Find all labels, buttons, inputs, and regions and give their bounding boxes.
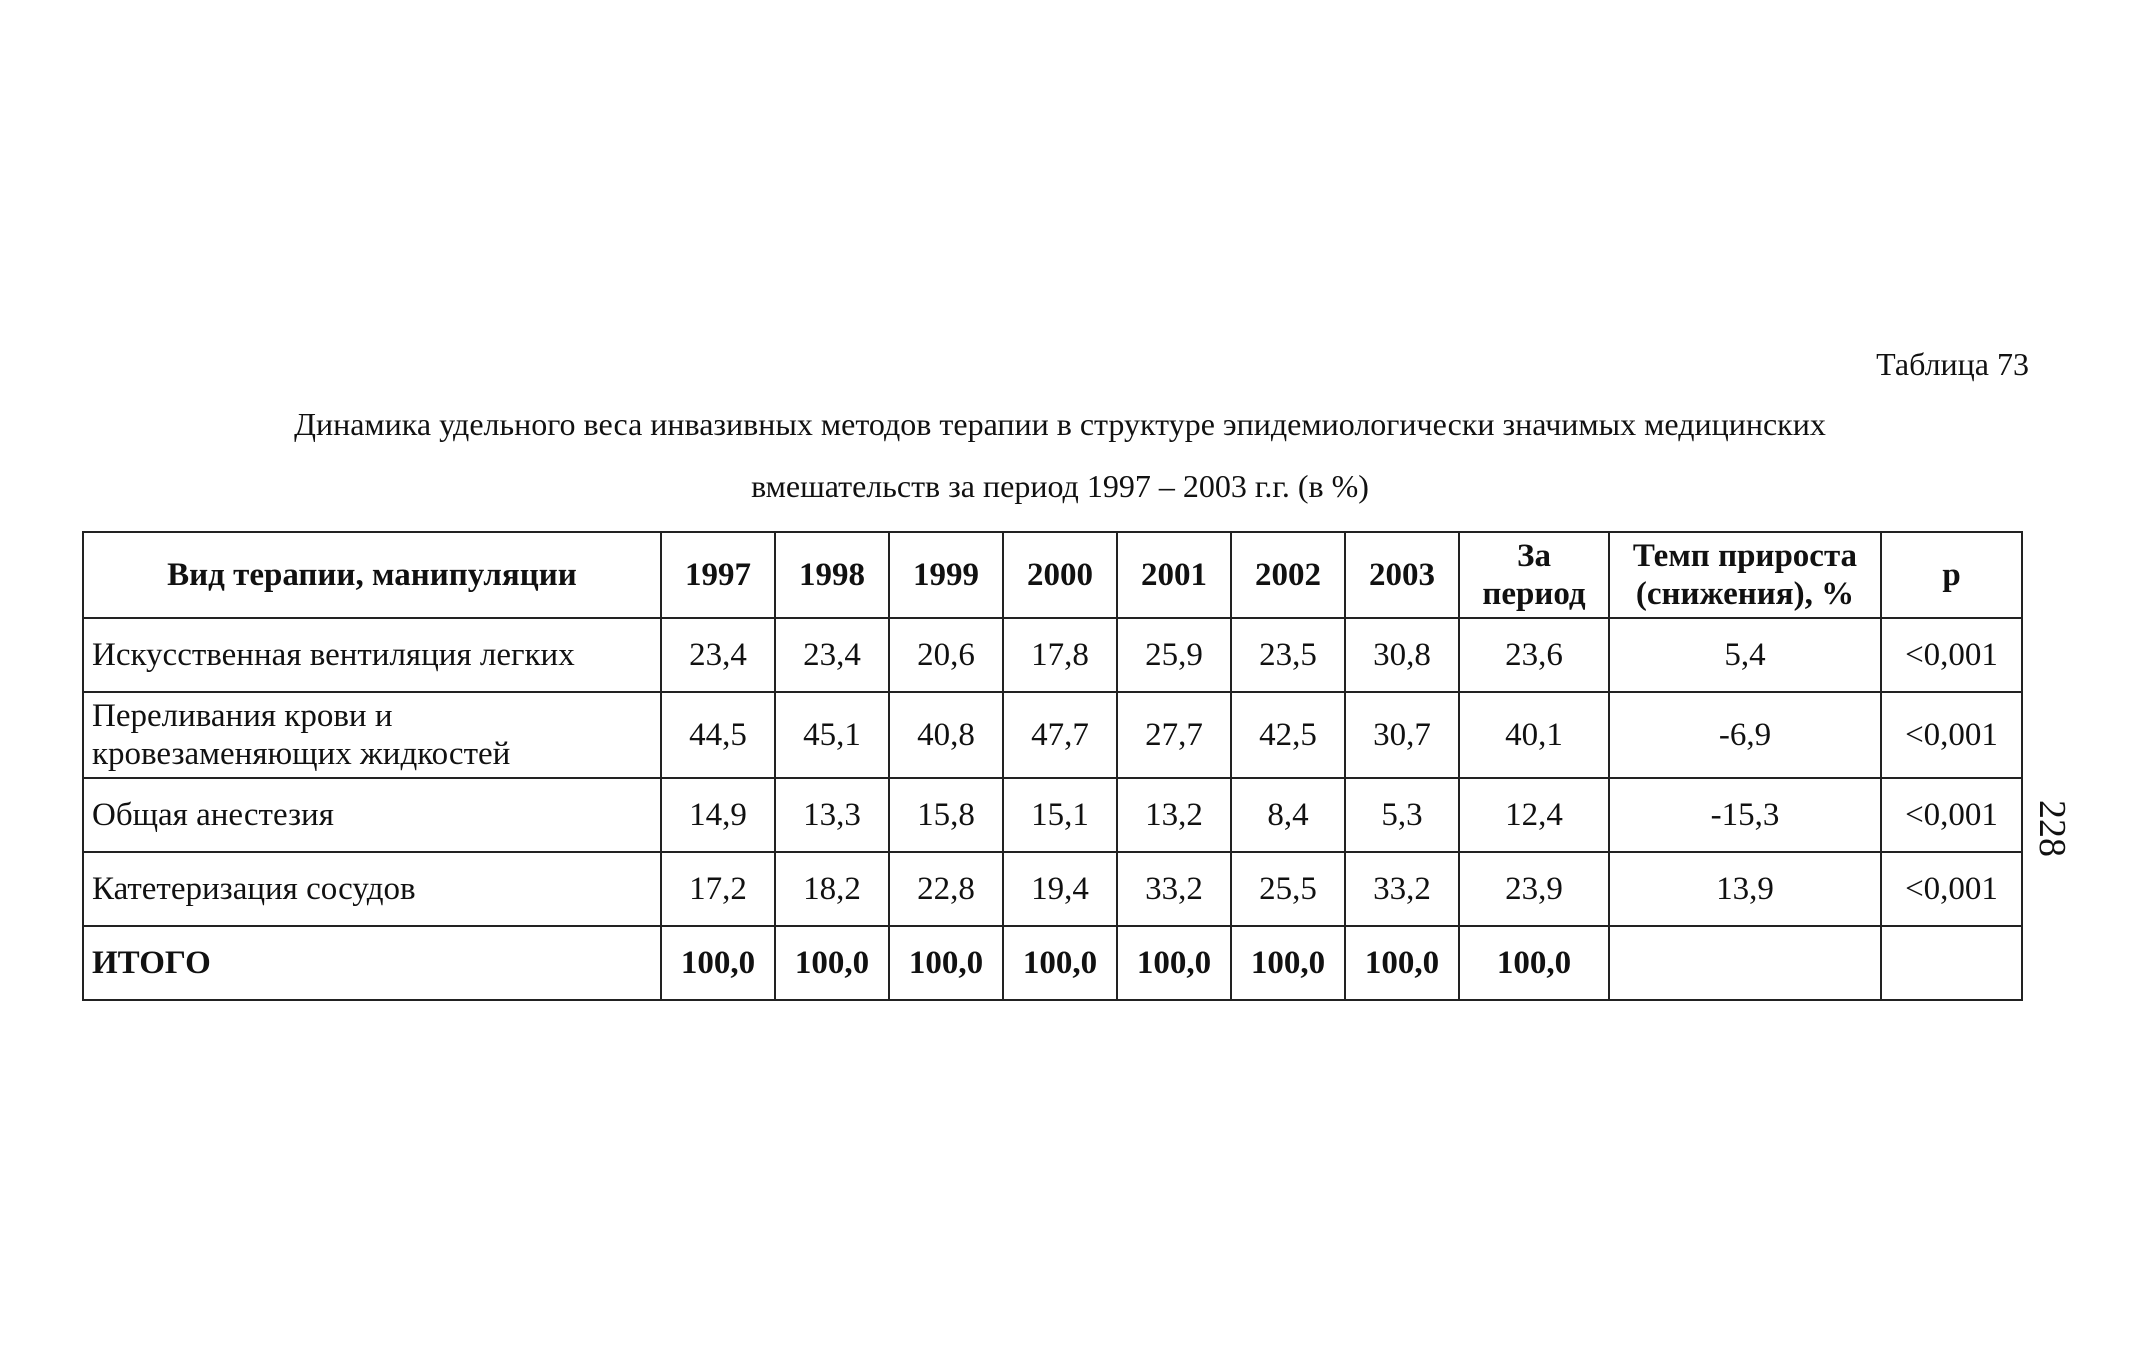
total-1998: 100,0 xyxy=(775,926,889,1000)
total-2003: 100,0 xyxy=(1345,926,1459,1000)
cell-1997: 14,9 xyxy=(661,778,775,852)
cell-2003: 30,7 xyxy=(1345,692,1459,778)
header-period-line-2: период xyxy=(1482,576,1586,612)
total-period: 100,0 xyxy=(1459,926,1609,1000)
header-year-1998: 1998 xyxy=(775,532,889,618)
header-row xyxy=(83,532,2022,618)
header-year-2002: 2002 xyxy=(1231,532,1345,618)
header-type: Вид терапии, манипуляции xyxy=(83,532,661,618)
table-row xyxy=(83,618,2022,692)
header-period xyxy=(1459,532,1609,618)
cell-rate: 5,4 xyxy=(1609,618,1881,692)
row-name: Общая анестезия xyxy=(83,778,661,852)
cell-2003: 30,8 xyxy=(1345,618,1459,692)
cell-2002: 25,5 xyxy=(1231,852,1345,926)
table-row xyxy=(83,852,2022,926)
cell-1998: 18,2 xyxy=(775,852,889,926)
cell-2000: 15,1 xyxy=(1003,778,1117,852)
table-caption-line-1: Динамика удельного веса инвазивных методов терапии в структуре эпидемиологически значимых медицинских xyxy=(294,406,1826,442)
header-rate-line-1: Темп прироста xyxy=(1632,538,1858,574)
row-name: Переливания крови и кровезаменяющих жидкостей xyxy=(83,692,661,778)
table-row xyxy=(83,692,2022,778)
cell-2001: 13,2 xyxy=(1117,778,1231,852)
header-year-2003: 2003 xyxy=(1345,532,1459,618)
cell-2002: 42,5 xyxy=(1231,692,1345,778)
table-row xyxy=(83,778,2022,852)
cell-p: <0,001 xyxy=(1881,692,2022,778)
total-1997: 100,0 xyxy=(661,926,775,1000)
cell-period: 12,4 xyxy=(1459,778,1609,852)
cell-1997: 44,5 xyxy=(661,692,775,778)
cell-p: <0,001 xyxy=(1881,618,2022,692)
cell-1999: 40,8 xyxy=(889,692,1003,778)
total-1999: 100,0 xyxy=(889,926,1003,1000)
cell-2002: 8,4 xyxy=(1231,778,1345,852)
cell-2001: 33,2 xyxy=(1117,852,1231,926)
header-p: р xyxy=(1881,532,2022,618)
total-2001: 100,0 xyxy=(1117,926,1231,1000)
cell-rate: -6,9 xyxy=(1609,692,1881,778)
page-number: 228 xyxy=(2031,800,2073,857)
table-number: Таблица 73 xyxy=(1876,346,2029,382)
cell-period: 23,6 xyxy=(1459,618,1609,692)
cell-rate: -15,3 xyxy=(1609,778,1881,852)
total-p xyxy=(1881,926,2022,1000)
row-name: Искусственная вентиляция легких xyxy=(83,618,661,692)
table-caption-line-2: вмешательств за период 1997 – 2003 г.г. (в %) xyxy=(751,468,1369,504)
cell-2000: 47,7 xyxy=(1003,692,1117,778)
header-year-2000: 2000 xyxy=(1003,532,1117,618)
header-rate xyxy=(1609,532,1881,618)
cell-2002: 23,5 xyxy=(1231,618,1345,692)
cell-2001: 25,9 xyxy=(1117,618,1231,692)
cell-2001: 27,7 xyxy=(1117,692,1231,778)
header-rate-line-2: (снижения), % xyxy=(1635,576,1855,612)
total-2002: 100,0 xyxy=(1231,926,1345,1000)
cell-1997: 17,2 xyxy=(661,852,775,926)
cell-1999: 22,8 xyxy=(889,852,1003,926)
cell-1998: 45,1 xyxy=(775,692,889,778)
cell-2000: 17,8 xyxy=(1003,618,1117,692)
cell-1997: 23,4 xyxy=(661,618,775,692)
header-year-1999: 1999 xyxy=(889,532,1003,618)
cell-2000: 19,4 xyxy=(1003,852,1117,926)
data-table xyxy=(82,531,2023,1001)
cell-2003: 33,2 xyxy=(1345,852,1459,926)
header-year-2001: 2001 xyxy=(1117,532,1231,618)
total-2000: 100,0 xyxy=(1003,926,1117,1000)
header-year-1997: 1997 xyxy=(661,532,775,618)
cell-period: 40,1 xyxy=(1459,692,1609,778)
cell-1999: 20,6 xyxy=(889,618,1003,692)
total-label: ИТОГО xyxy=(83,926,661,1000)
total-rate xyxy=(1609,926,1881,1000)
total-row xyxy=(83,926,2022,1000)
cell-rate: 13,9 xyxy=(1609,852,1881,926)
cell-p: <0,001 xyxy=(1881,778,2022,852)
header-period-line-1: За xyxy=(1517,538,1551,574)
cell-period: 23,9 xyxy=(1459,852,1609,926)
cell-1999: 15,8 xyxy=(889,778,1003,852)
cell-p: <0,001 xyxy=(1881,852,2022,926)
cell-1998: 13,3 xyxy=(775,778,889,852)
cell-2003: 5,3 xyxy=(1345,778,1459,852)
cell-1998: 23,4 xyxy=(775,618,889,692)
row-name: Катетеризация сосудов xyxy=(83,852,661,926)
